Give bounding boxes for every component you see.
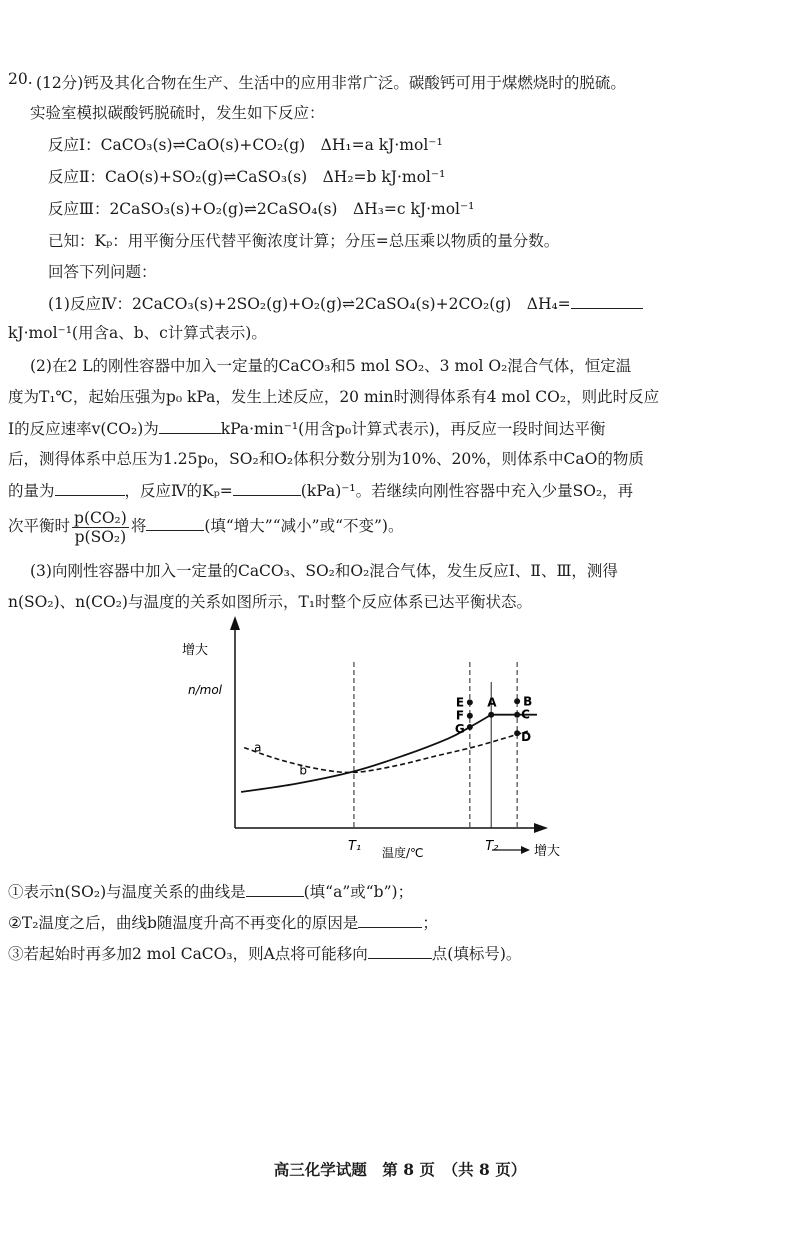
- x-tick-label-1: T₁: [347, 839, 362, 854]
- lab-sentence: 实验室模拟碳酸钙脱硫时，发生如下反应：: [30, 104, 325, 122]
- known-definition: 已知：Kₚ：用平衡分压代替平衡浓度计算；分压=总压乘以物质的量分数。: [48, 232, 560, 250]
- x-label-arrow-icon: [521, 846, 530, 854]
- y-axis-label: n/mol: [188, 683, 223, 697]
- answer-blank-5[interactable]: [146, 514, 204, 531]
- answer-blank-7[interactable]: [358, 911, 422, 928]
- question-number: 20.: [8, 70, 33, 88]
- point-label-C: C: [521, 707, 530, 722]
- answer-blank-2[interactable]: [159, 417, 221, 434]
- part-2-line-2: 度为T₁℃，起始压强为p₀ kPa，发生上述反应，20 min时测得体系有4 mol CO₂，则此时反应: [8, 388, 660, 406]
- part-2-line-6: 次平衡时 $\frac{\text{p(CO₂)}}{\text{p(SO₂)}}$ 将 (填“增大”“减小”或“不变”)。: [8, 508, 404, 546]
- y-axis-top-label: 增大: [182, 643, 209, 658]
- subquestion-2: ②T₂温度之后，曲线b随温度升高不再变化的原因是 ；: [8, 911, 438, 934]
- x-axis-arrow-label: 增大: [534, 844, 561, 859]
- point-A: [488, 712, 494, 718]
- part-2-line-5: 的量为 ，反应Ⅳ的Kₚ= (kPa)⁻¹。若继续向刚性容器中充入少量SO₂，再: [8, 479, 633, 502]
- part-2-line-1: (2)在2 L的刚性容器中加入一定量的CaCO₃和5 mol SO₂、3 mol O₂混合气体，恒定温: [30, 357, 632, 375]
- part-1-unit: kJ·mol⁻¹(用含a、b、c计算式表示)。: [8, 324, 267, 342]
- y-axis-arrow-icon: [230, 616, 240, 630]
- point-G: [467, 724, 473, 730]
- curve-label-b: b: [299, 763, 308, 778]
- answer-blank-3[interactable]: [55, 479, 125, 496]
- point-F: [467, 713, 473, 719]
- x-axis-arrow-icon: [534, 823, 548, 833]
- part-2-line-4: 后，测得体系中总压为1.25p₀，SO₂和O₂体积分数分别为10%、20%，则体系中CaO的物质: [8, 450, 644, 468]
- point-label-G: G: [454, 722, 465, 737]
- x-tick-label-2: T₂: [485, 839, 499, 854]
- point-B: [514, 698, 520, 704]
- reaction-1: 反应Ⅰ：CaCO₃(s)⇌CaO(s)+CO₂(g) ΔH₁=a kJ·mol⁻¹: [48, 136, 443, 154]
- part-3-line-1: (3)向刚性容器中加入一定量的CaCO₃、SO₂和O₂混合气体，发生反应Ⅰ、Ⅱ、Ⅲ，测得: [30, 562, 618, 580]
- answer-prompt: 回答下列问题：: [48, 263, 157, 281]
- pressure-ratio-fraction: $\frac{\text{p(CO₂)}}{\text{p(SO₂)}}$: [74, 508, 127, 546]
- point-label-F: F: [455, 708, 465, 723]
- point-label-B: B: [523, 694, 533, 709]
- question-intro: (12分)钙及其化合物在生产、生活中的应用非常广泛。碳酸钙可用于煤燃烧时的脱硫。: [36, 74, 626, 92]
- subquestion-3: ③若起始时再多加2 mol CaCO₃，则A点将可能移向 点(填标号)。: [8, 942, 521, 965]
- part-1-line: (1)反应Ⅳ：2CaCO₃(s)+2SO₂(g)+O₂(g)⇌2CaSO₄(s)+2CO₂(g) ΔH₄=: [48, 292, 643, 315]
- point-D: [514, 730, 520, 736]
- point-E: [467, 699, 473, 705]
- point-label-D: D: [521, 730, 532, 745]
- point-label-A: A: [487, 695, 497, 710]
- point-C: [514, 712, 520, 718]
- x-axis-label: 温度/℃: [382, 846, 424, 860]
- reaction-2: 反应Ⅱ：CaO(s)+SO₂(g)⇌CaSO₃(s) ΔH₂=b kJ·mol⁻¹: [48, 168, 446, 186]
- part-3-line-2: n(SO₂)、n(CO₂)与温度的关系如图所示，T₁时整个反应体系已达平衡状态。: [8, 593, 533, 611]
- part-2-line-3: Ⅰ的反应速率v(CO₂)为 kPa·min⁻¹(用含p₀计算式表示)，再反应一段时间达平衡: [8, 417, 605, 440]
- page-footer: 高三化学试题 第 8 页 （共 8 页）: [273, 1160, 527, 1179]
- answer-blank-1[interactable]: [571, 292, 643, 309]
- curve-label-a: a: [254, 740, 262, 755]
- subquestion-1: ①表示n(SO₂)与温度关系的曲线是 (填“a”或“b”)；: [8, 880, 413, 903]
- answer-blank-4[interactable]: [233, 479, 301, 496]
- curve-b: [241, 715, 537, 792]
- curve-a: [244, 731, 528, 772]
- point-label-E: E: [455, 695, 465, 710]
- answer-blank-8[interactable]: [368, 942, 432, 959]
- reaction-3: 反应Ⅲ：2CaSO₃(s)+O₂(g)⇌2CaSO₄(s) ΔH₃=c kJ·mol⁻¹: [48, 200, 475, 218]
- answer-blank-6[interactable]: [246, 880, 304, 897]
